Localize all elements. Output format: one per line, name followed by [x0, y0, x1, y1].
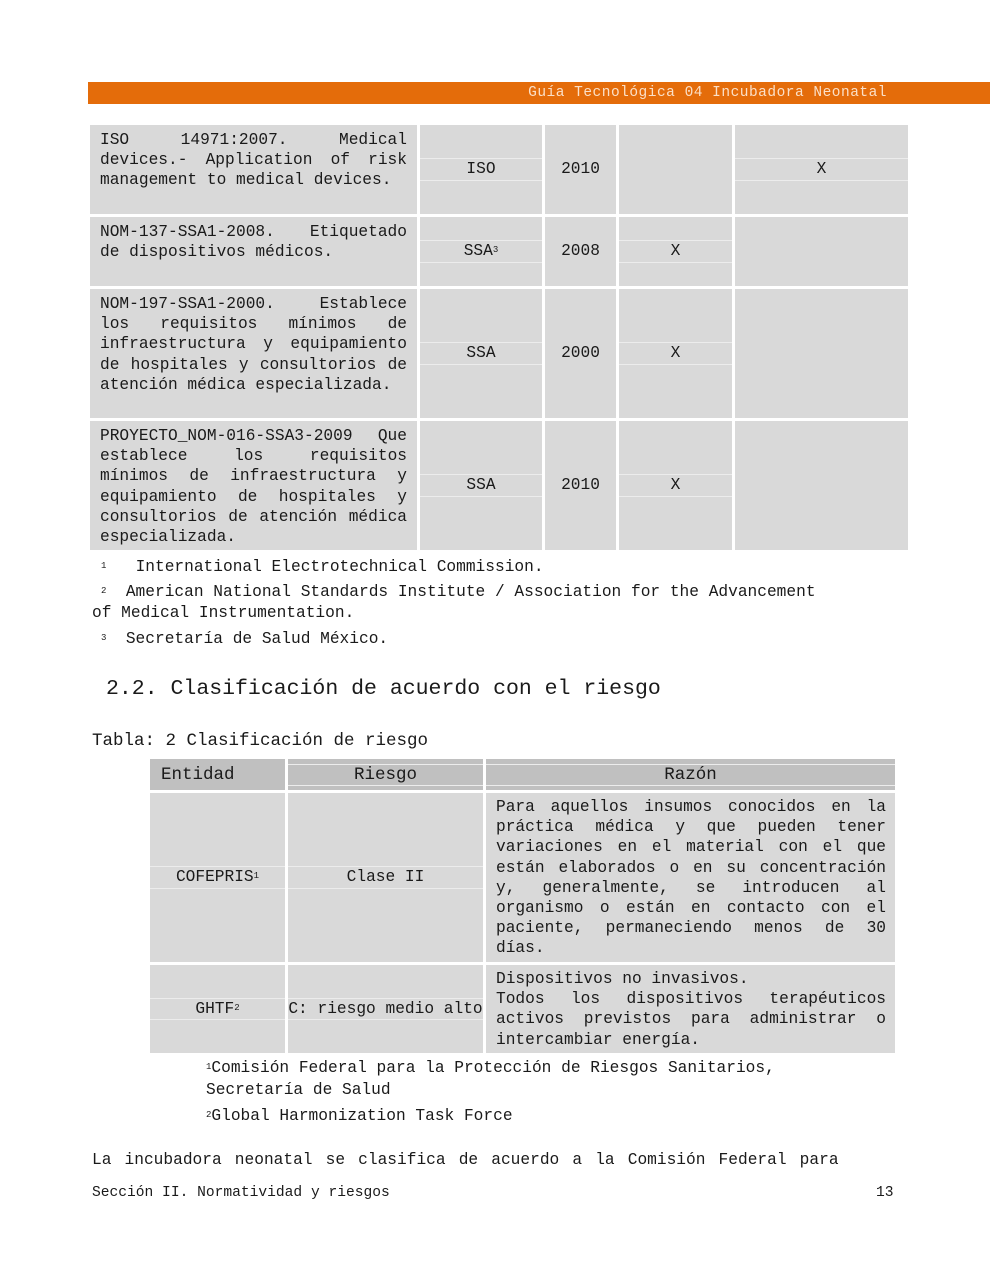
- risk-table: [147, 756, 898, 1056]
- standard-year: 2010: [545, 421, 616, 550]
- standard-mark-a: X: [619, 217, 732, 286]
- risk-entity: COFEPRIS$^1$: [150, 793, 285, 962]
- table-row: [90, 421, 908, 550]
- column-header-entity: Entidad: [150, 759, 285, 790]
- standard-issuer: ISO: [420, 125, 542, 214]
- table-row: [150, 793, 895, 962]
- table-note-continued: Secretaría de Salud: [206, 1081, 391, 1099]
- standard-mark-b: [735, 217, 908, 286]
- footnote: [101, 582, 816, 603]
- header-bar: [88, 82, 990, 104]
- standard-year: 2008: [545, 217, 616, 286]
- column-header-reason: Razón: [486, 759, 895, 790]
- footnote-number: 1: [206, 1062, 212, 1072]
- footnote: [101, 629, 388, 650]
- footnote-ref: 2: [234, 1002, 240, 1013]
- table-note-text: Comisión Federal para la Protección de Riesgos Sanitarios,: [211, 1059, 775, 1077]
- standard-mark-b: [735, 289, 908, 418]
- standard-mark-a: [619, 125, 732, 214]
- footnote-text: American National Standards Institute / Association for the Advancement: [125, 583, 816, 601]
- footnote-continued: of Medical Instrumentation.: [92, 604, 355, 622]
- risk-reason: [486, 965, 895, 1053]
- table-row: [90, 125, 908, 214]
- risk-reason-line: Dispositivos no invasivos.: [496, 970, 749, 988]
- standards-table: [87, 122, 911, 553]
- standard-mark-a: X: [619, 421, 732, 550]
- risk-class: Clase II: [288, 793, 483, 962]
- footnote-number: 1: [101, 561, 107, 571]
- standard-description: NOM-137-SSA1-2008. Etiquetado de dispositivos médicos.: [90, 217, 417, 286]
- page-number: 13: [876, 1185, 894, 1201]
- body-paragraph: La incubadora neonatal se clasifica de acuerdo a la Comisión Federal para: [92, 1151, 839, 1169]
- standard-year: 2010: [545, 125, 616, 214]
- risk-entity: GHTF$^2$: [150, 965, 285, 1053]
- standard-description: ISO 14971:2007. Medical devices.- Application of risk management to medical devices.: [90, 125, 417, 214]
- standard-description: PROYECTO_NOM-016-SSA3-2009 Que establece los requisitos mínimos de infraestructura y equipamiento de hospitales y consultorios de atención médica especializada.: [90, 421, 417, 550]
- table-note: [206, 1058, 775, 1079]
- standard-mark-b: [735, 421, 908, 550]
- table-row: [90, 289, 908, 418]
- column-header-risk: Riesgo: [288, 759, 483, 790]
- standard-issuer: SSA$^3$: [420, 217, 542, 286]
- footnote: [101, 557, 544, 578]
- footnote-ref: 1: [253, 871, 260, 882]
- table-row: [90, 217, 908, 286]
- standard-mark-b: X: [735, 125, 908, 214]
- header-title: Guía Tecnológica 04 Incubadora Neonatal: [528, 85, 887, 101]
- standard-description: NOM-197-SSA1-2000. Establece los requisitos mínimos de infraestructura y equipamiento de hospitales y consultorios de atención médica especializada.: [90, 289, 417, 418]
- table-header-row: [150, 759, 895, 790]
- standard-mark-a: X: [619, 289, 732, 418]
- footnote-number: 2: [206, 1110, 212, 1120]
- standard-year: 2000: [545, 289, 616, 418]
- footer-section: Sección II. Normatividad y riesgos: [92, 1185, 390, 1201]
- risk-reason: Para aquellos insumos conocidos en la práctica médica y que pueden tener variaciones en el material con el que están elaborados o en su concentración y, generalmente, se introducen al organismo o están en contacto con el paciente, permaneciendo menos de 30 días.: [486, 793, 895, 962]
- table-note: [206, 1106, 513, 1127]
- table-note-text: Global Harmonization Task Force: [211, 1107, 513, 1125]
- risk-reason-line: Todos los dispositivos terapéuticos activos previstos para administrar o intercambiar energía.: [496, 990, 886, 1049]
- footnote-number: 3: [101, 633, 107, 643]
- footnote-ref: 3: [492, 245, 499, 256]
- standard-issuer: SSA: [420, 289, 542, 418]
- table-row: [150, 965, 895, 1053]
- standard-issuer: SSA: [420, 421, 542, 550]
- section-title: 2.2. Clasificación de acuerdo con el riesgo: [106, 677, 661, 701]
- risk-class: C: riesgo medio alto: [288, 965, 483, 1053]
- footnote-number: 2: [101, 586, 107, 596]
- footnote-text: International Electrotechnical Commission.: [135, 558, 544, 576]
- footnote-text: Secretaría de Salud México.: [125, 630, 389, 648]
- table-caption: Tabla: 2 Clasificación de riesgo: [92, 731, 429, 751]
